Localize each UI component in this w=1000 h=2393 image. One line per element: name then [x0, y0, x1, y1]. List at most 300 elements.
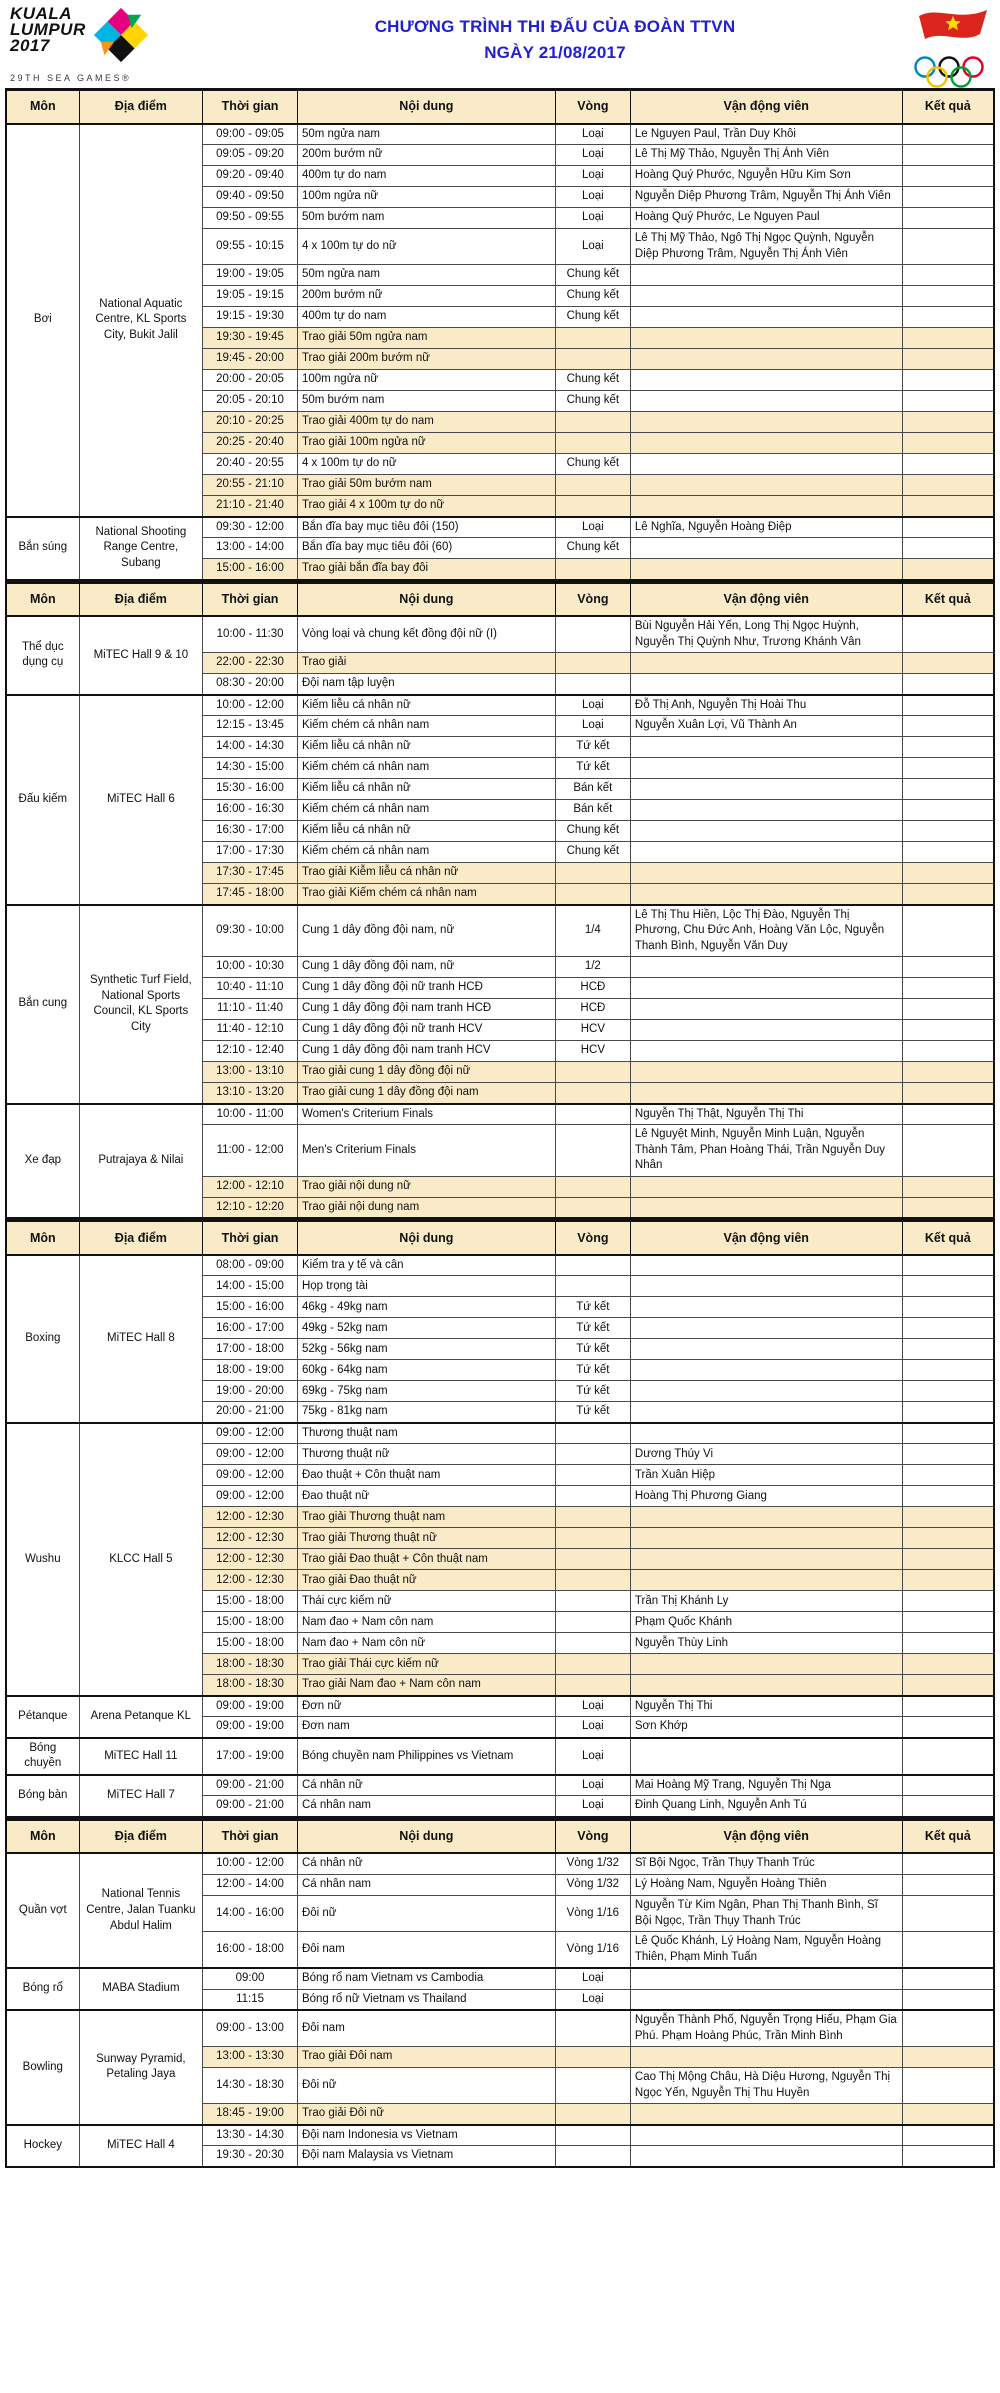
- round-cell: Vòng 1/32: [555, 1853, 630, 1874]
- column-header-row: [6, 582, 994, 616]
- time-cell: 08:00 - 09:00: [203, 1255, 298, 1276]
- athletes-cell: [630, 454, 902, 475]
- column-header-row: [6, 90, 994, 124]
- event-cell: Đội nam Indonesia vs Vietnam: [297, 2125, 555, 2146]
- athletes-cell: [630, 800, 902, 821]
- result-cell: [902, 1020, 994, 1041]
- time-cell: 12:15 - 13:45: [203, 716, 298, 737]
- round-cell: 1/4: [555, 905, 630, 957]
- event-cell: Cá nhân nam: [297, 1796, 555, 1817]
- event-cell: Trao giải 400m tự do nam: [297, 412, 555, 433]
- event-cell: 60kg - 64kg nam: [297, 1360, 555, 1381]
- column-header-round: Vòng: [555, 1819, 630, 1853]
- column-header-result: Kết quả: [902, 1221, 994, 1255]
- time-cell: 18:00 - 18:30: [203, 1654, 298, 1675]
- venue-cell: MiTEC Hall 11: [79, 1738, 203, 1775]
- time-cell: 11:10 - 11:40: [203, 999, 298, 1020]
- event-cell: Bắn đĩa bay mục tiêu đôi (60): [297, 538, 555, 559]
- vietnam-flag-icon: [916, 8, 990, 53]
- result-cell: [902, 999, 994, 1020]
- logo-line-2: LUMPUR: [10, 20, 86, 40]
- athletes-cell: [630, 1675, 902, 1696]
- event-cell: Họp trọng tài: [297, 1276, 555, 1297]
- result-cell: [902, 475, 994, 496]
- time-cell: 09:50 - 09:55: [203, 208, 298, 229]
- round-cell: [555, 2068, 630, 2104]
- time-cell: 17:45 - 18:00: [203, 884, 298, 905]
- page-title: [245, 6, 865, 67]
- venue-cell: MiTEC Hall 4: [79, 2125, 203, 2167]
- time-cell: 14:30 - 18:30: [203, 2068, 298, 2104]
- result-cell: [902, 538, 994, 559]
- result-cell: [902, 1633, 994, 1654]
- event-cell: Trao giải Thương thuật nam: [297, 1507, 555, 1528]
- result-cell: [902, 905, 994, 957]
- athletes-cell: [630, 1255, 902, 1276]
- time-cell: 13:00 - 14:00: [203, 538, 298, 559]
- event-cell: Đao thuật + Côn thuật nam: [297, 1465, 555, 1486]
- result-cell: [902, 1083, 994, 1104]
- result-cell: [902, 1062, 994, 1083]
- event-cell: Trao giải Kiếm chém cá nhân nam: [297, 884, 555, 905]
- time-cell: 10:00 - 10:30: [203, 957, 298, 978]
- round-cell: Tứ kết: [555, 737, 630, 758]
- event-cell: Trao giải 100m ngửa nữ: [297, 433, 555, 454]
- athletes-cell: [630, 999, 902, 1020]
- time-cell: 11:40 - 12:10: [203, 1020, 298, 1041]
- time-cell: 12:00 - 12:30: [203, 1528, 298, 1549]
- time-cell: 09:00: [203, 1968, 298, 1989]
- time-cell: 19:05 - 19:15: [203, 286, 298, 307]
- round-cell: Tứ kết: [555, 1318, 630, 1339]
- round-cell: [555, 1465, 630, 1486]
- page-title-line-1: CHƯƠNG TRÌNH THI ĐẤU CỦA ĐOÀN TTVN: [374, 17, 736, 36]
- time-cell: 15:00 - 16:00: [203, 1297, 298, 1318]
- time-cell: 16:00 - 16:30: [203, 800, 298, 821]
- time-cell: 10:00 - 11:00: [203, 1104, 298, 1125]
- time-cell: 19:30 - 19:45: [203, 328, 298, 349]
- result-cell: [902, 1675, 994, 1696]
- athletes-cell: [630, 842, 902, 863]
- schedule-tables-container: [0, 88, 1000, 2168]
- result-cell: [902, 1989, 994, 2010]
- event-cell: Trao giải Đôi nam: [297, 2047, 555, 2068]
- result-cell: [902, 496, 994, 517]
- round-cell: Loại: [555, 517, 630, 538]
- athletes-cell: Hoàng Quý Phước, Le Nguyen Paul: [630, 208, 902, 229]
- athletes-cell: [630, 307, 902, 328]
- time-cell: 12:00 - 12:30: [203, 1570, 298, 1591]
- athletes-cell: [630, 821, 902, 842]
- event-cell: Bắn đĩa bay mục tiêu đôi (150): [297, 517, 555, 538]
- athletes-cell: [630, 1197, 902, 1218]
- result-cell: [902, 1796, 994, 1817]
- venue-cell: Synthetic Turf Field, National Sports Council, KL Sports City: [79, 905, 203, 1104]
- athletes-cell: [630, 1989, 902, 2010]
- result-cell: [902, 863, 994, 884]
- event-cell: Trao giải 50m ngửa nam: [297, 328, 555, 349]
- athletes-cell: Bùi Nguyễn Hải Yến, Long Thị Ngọc Huỳnh, Nguyễn Thị Quỳnh Như, Trương Khánh Vân: [630, 616, 902, 653]
- result-cell: [902, 1360, 994, 1381]
- time-cell: 10:00 - 12:00: [203, 695, 298, 716]
- round-cell: [555, 349, 630, 370]
- athletes-cell: Nguyễn Thị Thi: [630, 1696, 902, 1717]
- time-cell: 09:00 - 09:05: [203, 124, 298, 145]
- result-cell: [902, 716, 994, 737]
- olympic-rings-icon: [910, 55, 990, 96]
- event-cell: Trao giải cung 1 dây đồng đội nữ: [297, 1062, 555, 1083]
- round-cell: [555, 433, 630, 454]
- event-row: [6, 124, 994, 145]
- round-cell: Loại: [555, 1738, 630, 1775]
- venue-cell: MiTEC Hall 9 & 10: [79, 616, 203, 695]
- event-cell: Bóng rổ nam Vietnam vs Cambodia: [297, 1968, 555, 1989]
- column-header-time: Thời gian: [203, 90, 298, 124]
- event-cell: Women's Criterium Finals: [297, 1104, 555, 1125]
- event-cell: Đội nam Malaysia vs Vietnam: [297, 2146, 555, 2167]
- event-cell: 200m bướm nữ: [297, 145, 555, 166]
- athletes-cell: [630, 674, 902, 695]
- event-row: [6, 1775, 994, 1796]
- sport-cell: Xe đạp: [6, 1104, 79, 1219]
- column-header-result: Kết quả: [902, 90, 994, 124]
- time-cell: 14:00 - 16:00: [203, 1895, 298, 1931]
- time-cell: 09:00 - 21:00: [203, 1775, 298, 1796]
- time-cell: 20:10 - 20:25: [203, 412, 298, 433]
- time-cell: 09:00 - 12:00: [203, 1465, 298, 1486]
- event-row: [6, 1255, 994, 1276]
- result-cell: [902, 842, 994, 863]
- column-header-event: Nội dung: [297, 1819, 555, 1853]
- round-cell: Loại: [555, 229, 630, 265]
- event-row: [6, 2010, 994, 2047]
- result-cell: [902, 2010, 994, 2047]
- time-cell: 13:00 - 13:30: [203, 2047, 298, 2068]
- result-cell: [902, 1528, 994, 1549]
- round-cell: [555, 1633, 630, 1654]
- event-cell: Cung 1 dây đồng đội nữ tranh HCĐ: [297, 978, 555, 999]
- result-cell: [902, 1444, 994, 1465]
- athletes-cell: [630, 1381, 902, 1402]
- time-cell: 14:30 - 15:00: [203, 758, 298, 779]
- athletes-cell: [630, 1020, 902, 1041]
- athletes-cell: Trần Thị Khánh Ly: [630, 1591, 902, 1612]
- result-cell: [902, 1775, 994, 1796]
- round-cell: Tứ kết: [555, 1339, 630, 1360]
- column-header-row: [6, 1819, 994, 1853]
- time-cell: 16:30 - 17:00: [203, 821, 298, 842]
- event-cell: Kiếm liễu cá nhân nữ: [297, 695, 555, 716]
- result-cell: [902, 1654, 994, 1675]
- time-cell: 19:30 - 20:30: [203, 2146, 298, 2167]
- time-cell: 21:10 - 21:40: [203, 496, 298, 517]
- event-cell: Đôi nữ: [297, 1895, 555, 1931]
- result-cell: [902, 1874, 994, 1895]
- athletes-cell: Sĩ Bội Ngọc, Trần Thụy Thanh Trúc: [630, 1853, 902, 1874]
- time-cell: 09:00 - 21:00: [203, 1796, 298, 1817]
- athletes-cell: [630, 286, 902, 307]
- event-cell: Cung 1 dây đồng đội nữ tranh HCV: [297, 1020, 555, 1041]
- logo-wordmark: [10, 6, 86, 54]
- column-header-venue: Địa điểm: [79, 1221, 203, 1255]
- time-cell: 20:55 - 21:10: [203, 475, 298, 496]
- round-cell: Chung kết: [555, 265, 630, 286]
- event-cell: Trao giải Đao thuật + Côn thuật nam: [297, 1549, 555, 1570]
- time-cell: 15:00 - 18:00: [203, 1612, 298, 1633]
- venue-cell: KLCC Hall 5: [79, 1423, 203, 1696]
- athletes-cell: [630, 737, 902, 758]
- round-cell: Tứ kết: [555, 1402, 630, 1423]
- time-cell: 20:25 - 20:40: [203, 433, 298, 454]
- round-cell: [555, 1444, 630, 1465]
- schedule-table-4: [5, 1818, 995, 2168]
- time-cell: 13:10 - 13:20: [203, 1083, 298, 1104]
- athletes-cell: Lê Quốc Khánh, Lý Hoàng Nam, Nguyễn Hoàng Thiên, Phạm Minh Tuấn: [630, 1932, 902, 1969]
- event-cell: Cung 1 dây đồng đội nam, nữ: [297, 957, 555, 978]
- event-cell: 69kg - 75kg nam: [297, 1381, 555, 1402]
- result-cell: [902, 454, 994, 475]
- page-header: [0, 0, 1000, 88]
- time-cell: 09:05 - 09:20: [203, 145, 298, 166]
- time-cell: 22:00 - 22:30: [203, 653, 298, 674]
- athletes-cell: [630, 1738, 902, 1775]
- round-cell: Loại: [555, 145, 630, 166]
- round-cell: Loại: [555, 716, 630, 737]
- time-cell: 11:15: [203, 1989, 298, 2010]
- event-cell: Đơn nữ: [297, 1696, 555, 1717]
- athletes-cell: Nguyễn Từ Kim Ngân, Phan Thị Thanh Bình, Sĩ Bội Ngọc, Trần Thụy Thanh Trúc: [630, 1895, 902, 1931]
- result-cell: [902, 1423, 994, 1444]
- result-cell: [902, 1297, 994, 1318]
- event-cell: Đôi nữ: [297, 2068, 555, 2104]
- time-cell: 09:00 - 19:00: [203, 1696, 298, 1717]
- event-cell: Trao giải Nam đao + Nam côn nam: [297, 1675, 555, 1696]
- round-cell: [555, 674, 630, 695]
- result-cell: [902, 2146, 994, 2167]
- round-cell: Loại: [555, 187, 630, 208]
- sea-games-logo: [10, 6, 245, 83]
- athletes-cell: Trần Xuân Hiệp: [630, 1465, 902, 1486]
- athletes-cell: [630, 1041, 902, 1062]
- time-cell: 20:00 - 21:00: [203, 1402, 298, 1423]
- event-row: [6, 616, 994, 653]
- athletes-cell: Hoàng Thị Phương Giang: [630, 1486, 902, 1507]
- sport-cell: Boxing: [6, 1255, 79, 1423]
- round-cell: [555, 559, 630, 580]
- time-cell: 18:45 - 19:00: [203, 2104, 298, 2125]
- result-cell: [902, 265, 994, 286]
- result-cell: [902, 412, 994, 433]
- athletes-cell: Nguyễn Thùy Linh: [630, 1633, 902, 1654]
- event-cell: Vòng loại và chung kết đồng đội nữ (I): [297, 616, 555, 653]
- round-cell: Loại: [555, 208, 630, 229]
- athletes-cell: [630, 1176, 902, 1197]
- time-cell: 15:30 - 16:00: [203, 779, 298, 800]
- column-header-row: [6, 1221, 994, 1255]
- athletes-cell: [630, 496, 902, 517]
- result-cell: [902, 187, 994, 208]
- event-row: [6, 1853, 994, 1874]
- column-header-venue: Địa điểm: [79, 1819, 203, 1853]
- column-header-athletes: Vận động viên: [630, 1221, 902, 1255]
- result-cell: [902, 1276, 994, 1297]
- round-cell: Vòng 1/16: [555, 1932, 630, 1969]
- athletes-cell: [630, 2125, 902, 2146]
- result-cell: [902, 559, 994, 580]
- athletes-cell: Lê Nghĩa, Nguyễn Hoàng Điệp: [630, 517, 902, 538]
- athletes-cell: [630, 863, 902, 884]
- result-cell: [902, 307, 994, 328]
- result-cell: [902, 349, 994, 370]
- result-cell: [902, 1402, 994, 1423]
- schedule-table-2: [5, 581, 995, 1220]
- round-cell: [555, 1423, 630, 1444]
- column-header-result: Kết quả: [902, 1819, 994, 1853]
- result-cell: [902, 957, 994, 978]
- column-header-time: Thời gian: [203, 582, 298, 616]
- event-cell: 100m ngửa nữ: [297, 187, 555, 208]
- venue-cell: National Shooting Range Centre, Subang: [79, 517, 203, 580]
- event-cell: 4 x 100m tự do nữ: [297, 454, 555, 475]
- sport-cell: Quần vợt: [6, 1853, 79, 1968]
- column-header-venue: Địa điểm: [79, 582, 203, 616]
- result-cell: [902, 328, 994, 349]
- event-cell: Cá nhân nữ: [297, 1775, 555, 1796]
- time-cell: 17:00 - 19:00: [203, 1738, 298, 1775]
- time-cell: 16:00 - 18:00: [203, 1932, 298, 1969]
- event-cell: Cung 1 dây đồng đội nam tranh HCV: [297, 1041, 555, 1062]
- event-row: [6, 695, 994, 716]
- event-cell: Kiếm chém cá nhân nam: [297, 758, 555, 779]
- result-cell: [902, 1176, 994, 1197]
- column-header-time: Thời gian: [203, 1819, 298, 1853]
- athletes-cell: Nguyễn Thị Thật, Nguyễn Thị Thi: [630, 1104, 902, 1125]
- athletes-cell: [630, 653, 902, 674]
- venue-cell: Sunway Pyramid, Petaling Jaya: [79, 2010, 203, 2125]
- event-row: [6, 1738, 994, 1775]
- event-cell: Trao giải Thương thuật nữ: [297, 1528, 555, 1549]
- result-cell: [902, 779, 994, 800]
- result-cell: [902, 737, 994, 758]
- column-header-time: Thời gian: [203, 1221, 298, 1255]
- event-cell: Trao giải nội dung nữ: [297, 1176, 555, 1197]
- round-cell: [555, 475, 630, 496]
- venue-cell: National Aquatic Centre, KL Sports City, Bukit Jalil: [79, 124, 203, 517]
- time-cell: 19:00 - 20:00: [203, 1381, 298, 1402]
- athletes-cell: [630, 1528, 902, 1549]
- event-cell: Kiếm liễu cá nhân nữ: [297, 737, 555, 758]
- round-cell: Chung kết: [555, 370, 630, 391]
- time-cell: 12:00 - 12:30: [203, 1549, 298, 1570]
- time-cell: 20:00 - 20:05: [203, 370, 298, 391]
- result-cell: [902, 1381, 994, 1402]
- result-cell: [902, 2047, 994, 2068]
- time-cell: 10:00 - 11:30: [203, 616, 298, 653]
- event-cell: Đôi nam: [297, 1932, 555, 1969]
- time-cell: 17:00 - 18:00: [203, 1339, 298, 1360]
- time-cell: 15:00 - 18:00: [203, 1633, 298, 1654]
- time-cell: 16:00 - 17:00: [203, 1318, 298, 1339]
- event-cell: 50m bướm nam: [297, 208, 555, 229]
- athletes-cell: [630, 1968, 902, 1989]
- time-cell: 19:45 - 20:00: [203, 349, 298, 370]
- event-row: [6, 1104, 994, 1125]
- round-cell: Loại: [555, 1989, 630, 2010]
- event-cell: 50m ngửa nam: [297, 265, 555, 286]
- time-cell: 18:00 - 18:30: [203, 1675, 298, 1696]
- athletes-cell: [630, 884, 902, 905]
- time-cell: 09:00 - 13:00: [203, 2010, 298, 2047]
- result-cell: [902, 145, 994, 166]
- result-cell: [902, 2125, 994, 2146]
- result-cell: [902, 124, 994, 145]
- result-cell: [902, 208, 994, 229]
- result-cell: [902, 1549, 994, 1570]
- column-header-athletes: Vận động viên: [630, 90, 902, 124]
- time-cell: 08:30 - 20:00: [203, 674, 298, 695]
- round-cell: [555, 1176, 630, 1197]
- round-cell: [555, 884, 630, 905]
- event-cell: Trao giải 200m bướm nữ: [297, 349, 555, 370]
- athletes-cell: [630, 758, 902, 779]
- round-cell: [555, 1654, 630, 1675]
- round-cell: [555, 653, 630, 674]
- round-cell: Chung kết: [555, 286, 630, 307]
- round-cell: Tứ kết: [555, 1297, 630, 1318]
- result-cell: [902, 229, 994, 265]
- result-cell: [902, 1104, 994, 1125]
- event-cell: Trao giải Kiễm liễu cá nhân nữ: [297, 863, 555, 884]
- column-header-round: Vòng: [555, 90, 630, 124]
- result-cell: [902, 1968, 994, 1989]
- round-cell: Loại: [555, 695, 630, 716]
- schedule-table-1: [5, 88, 995, 581]
- time-cell: 09:40 - 09:50: [203, 187, 298, 208]
- event-cell: 50m bướm nam: [297, 391, 555, 412]
- event-cell: Nam đao + Nam côn nữ: [297, 1633, 555, 1654]
- athletes-cell: [630, 538, 902, 559]
- round-cell: [555, 1507, 630, 1528]
- time-cell: 09:30 - 12:00: [203, 517, 298, 538]
- event-cell: Nam đao + Nam côn nam: [297, 1612, 555, 1633]
- athletes-cell: Đinh Quang Linh, Nguyễn Anh Tú: [630, 1796, 902, 1817]
- round-cell: Bán kết: [555, 779, 630, 800]
- time-cell: 12:00 - 12:10: [203, 1176, 298, 1197]
- event-cell: Trao giải: [297, 653, 555, 674]
- athletes-cell: Cao Thị Mộng Châu, Hà Diệu Hương, Nguyễn Thị Ngọc Yến, Nguyễn Thị Thu Huyền: [630, 2068, 902, 2104]
- venue-cell: National Tennis Centre, Jalan Tuanku Abdul Halim: [79, 1853, 203, 1968]
- result-cell: [902, 1717, 994, 1738]
- result-cell: [902, 1696, 994, 1717]
- event-cell: Đao thuật nữ: [297, 1486, 555, 1507]
- event-cell: 49kg - 52kg nam: [297, 1318, 555, 1339]
- athletes-cell: [630, 1402, 902, 1423]
- round-cell: Chung kết: [555, 454, 630, 475]
- event-cell: Bóng chuyền nam Philippines vs Vietnam: [297, 1738, 555, 1775]
- athletes-cell: Lê Thị Mỹ Thảo, Ngô Thị Ngọc Quỳnh, Nguyễn Diệp Phương Trâm, Nguyễn Thị Ánh Viên: [630, 229, 902, 265]
- event-cell: 400m tự do nam: [297, 307, 555, 328]
- round-cell: [555, 412, 630, 433]
- result-cell: [902, 1041, 994, 1062]
- result-cell: [902, 1507, 994, 1528]
- event-cell: Trao giải bắn đĩa bay đôi: [297, 559, 555, 580]
- athletes-cell: [630, 1318, 902, 1339]
- sport-cell: Bắn cung: [6, 905, 79, 1104]
- round-cell: [555, 1062, 630, 1083]
- round-cell: Loại: [555, 1968, 630, 1989]
- athletes-cell: Phạm Quốc Khánh: [630, 1612, 902, 1633]
- event-cell: Kiếm chém cá nhân nam: [297, 716, 555, 737]
